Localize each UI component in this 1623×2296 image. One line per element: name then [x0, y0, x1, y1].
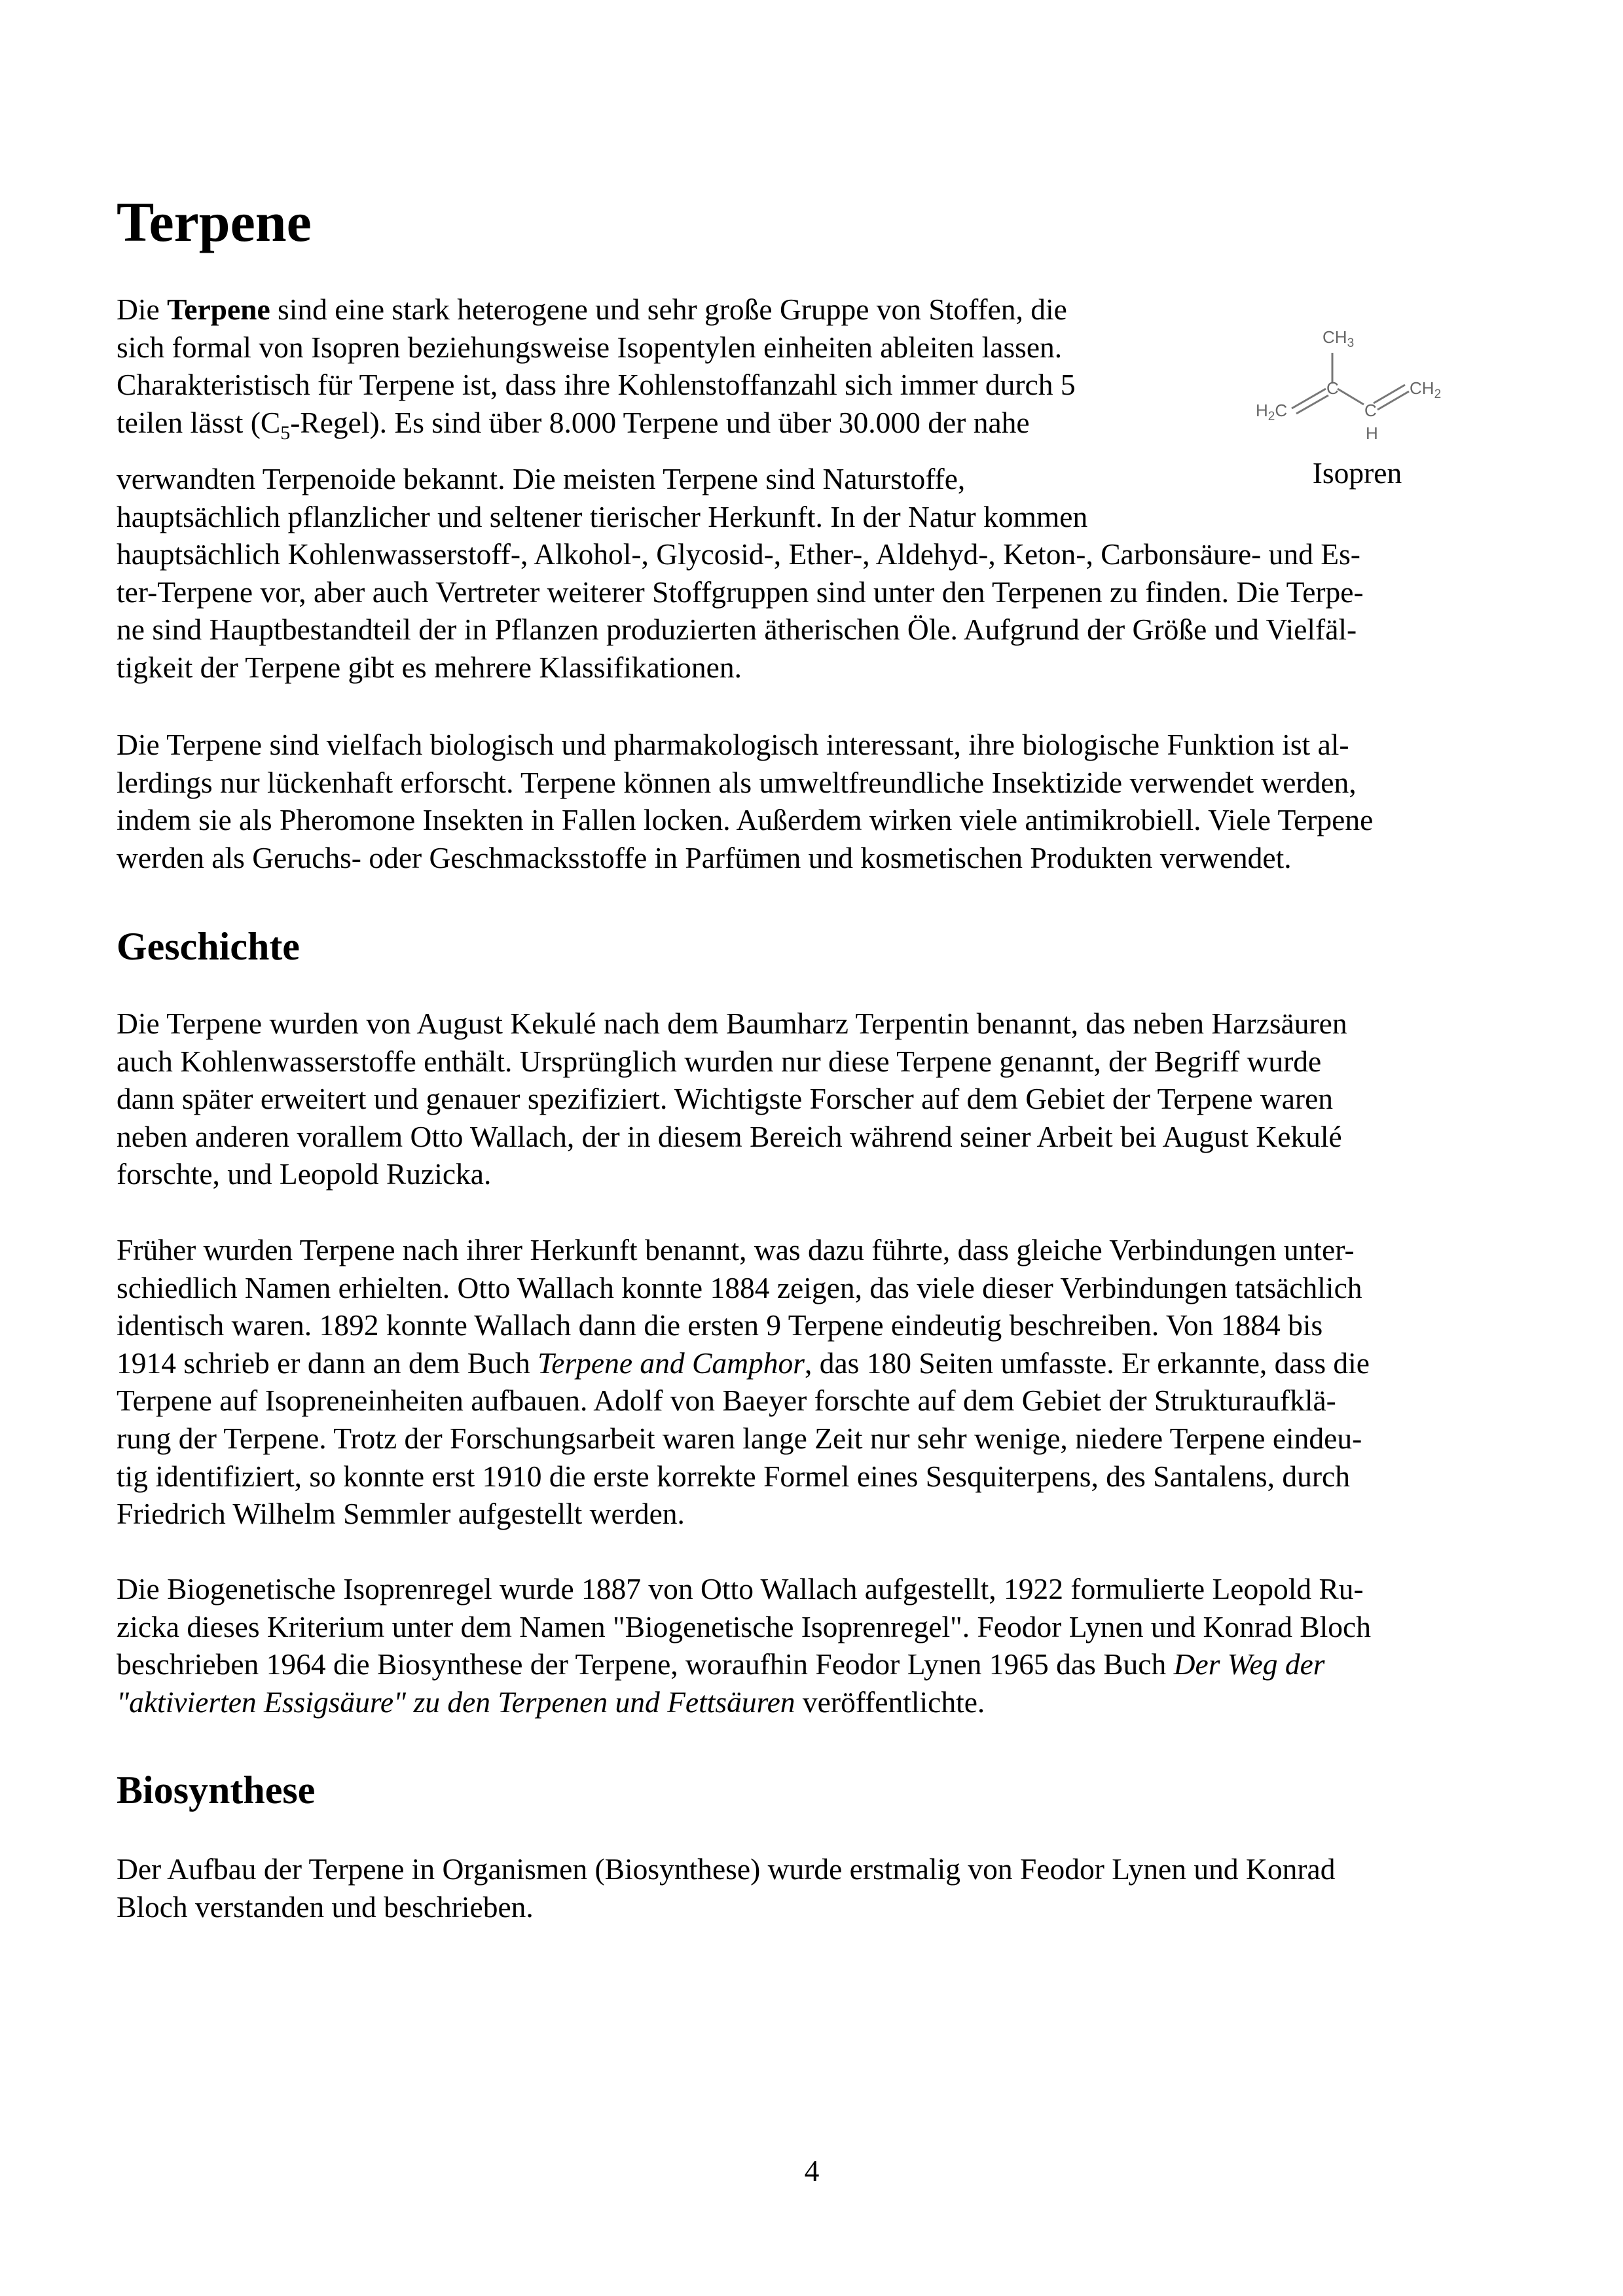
book-title-lynen: Der Weg der [1173, 1647, 1325, 1681]
text-line: Terpene auf Isopreneinheiten aufbauen. Adolf von Baeyer forschte auf dem Gebiet der Strukturaufklä- [117, 1384, 1336, 1418]
text-line: dann später erweitert und genauer spezifiziert. Wichtigste Forscher auf dem Gebiet der Terpene waren [117, 1082, 1334, 1116]
text-line: tig identifiziert, so konnte erst 1910 die erste korrekte Formel eines Sesquiterpens, des Santalens, durch [117, 1459, 1350, 1493]
intro-line-8: ter-Terpene vor, aber auch Vertreter weiterer Stoffgruppen sind unter den Terpenen zu finden. Die Terpe- [117, 575, 1364, 609]
text-line: forschte, und Leopold Ruzicka. [117, 1157, 492, 1191]
svg-text:C: C [1326, 378, 1339, 398]
text-line: schiedlich Namen erhielten. Otto Wallach konnte 1884 zeigen, das viele dieser Verbindungen tatsächlich [117, 1270, 1362, 1304]
svg-text:H: H [1366, 423, 1378, 443]
geschichte-paragraph-3 [117, 1570, 1371, 1721]
intro-line-7: hauptsächlich Kohlenwasserstoff-, Alkohol-, Glycosid-, Ether-, Aldehyd-, Keton-, Carbonsäure- und Es- [117, 537, 1360, 571]
svg-text:H2C: $H_2C$ [1256, 401, 1288, 423]
text-line: Die Terpene wurden von August Kekulé nach dem Baumharz Terpentin benannt, das neben Harzsäuren [117, 1007, 1347, 1040]
intro-line-2: sich formal von Isopren beziehungsweise Isopentylen einheiten ableiten lassen. [117, 330, 1063, 364]
intro-line-6: hauptsächlich pflanzlicher und seltener tierischer Herkunft. In der Natur kommen [117, 499, 1088, 533]
intro-line-1: Die Terpene sind eine stark heterogene und sehr große Gruppe von Stoffen, die [117, 293, 1067, 326]
intro-line-4: teilen lässt $(C_5-Regel)$. Es sind über 8.000 Terpene und über 30.000 der nahe [117, 405, 1030, 444]
intro-paragraph-top [117, 291, 1076, 452]
text-line: Der Aufbau der Terpene in Organismen (Biosynthese) wurde erstmalig von Feodor Lynen und Konrad [117, 1852, 1336, 1886]
intro-paragraph-bottom [117, 460, 1364, 687]
intro-line-5: verwandten Terpenoide bekannt. Die meisten Terpene sind Naturstoffe, [117, 462, 966, 495]
text-line: beschrieben 1964 die Biosynthese der Terpene, woraufhin Feodor Lynen 1965 das Buch Der Weg der [117, 1647, 1325, 1681]
text-line: rung der Terpene. Trotz der Forschungsarbeit waren lange Zeit nur sehr wenige, niedere Terpene eindeu- [117, 1421, 1362, 1455]
svg-text:CH3: $CH_3$ [1322, 327, 1355, 350]
section-heading-geschichte: Geschichte [117, 925, 300, 968]
svg-text:C: C [1364, 401, 1377, 420]
text-line: "aktivierten Essigsäure" zu den Terpenen und Fettsäuren veröffentlichte. [117, 1685, 985, 1719]
figure-caption: Isopren [1312, 456, 1402, 490]
text-line: auch Kohlenwasserstoffe enthält. Ursprünglich wurden nur diese Terpene genannt, der Begriff wurde [117, 1044, 1322, 1078]
paragraph-biology [117, 726, 1373, 876]
text-line: Die Terpene sind vielfach biologisch und pharmakologisch interessant, ihre biologische Funktion ist al- [117, 728, 1349, 761]
page-number: 4 [804, 2154, 820, 2187]
section-heading-biosynthese: Biosynthese [117, 1768, 316, 1812]
intro-line-3: Charakteristisch für Terpene ist, dass ihre Kohlenstoffanzahl sich immer durch 5 [117, 368, 1076, 402]
biosynthese-paragraph-1 [117, 1850, 1335, 1926]
text-line: Bloch verstanden und beschrieben. [117, 1890, 534, 1924]
geschichte-paragraph-1 [117, 1005, 1347, 1193]
text-line: lerdings nur lückenhaft erforscht. Terpene können als umweltfreundliche Insektizide verwendet werden, [117, 765, 1357, 799]
intro-line-10: tigkeit der Terpene gibt es mehrere Klassifikationen. [117, 650, 742, 684]
text-line: neben anderen vorallem Otto Wallach, der in diesem Bereich während seiner Arbeit bei August Kekulé [117, 1119, 1342, 1153]
intro-line-9: ne sind Hauptbestandteil der in Pflanzen produzierten ätherischen Öle. Aufgrund der Größe und Vielfäl- [117, 613, 1357, 647]
text-line: indem sie als Pheromone Insekten in Fallen locken. Außerdem wirken viele antimikrobiell. Viele Terpene [117, 803, 1374, 837]
text-line: Früher wurden Terpene nach ihrer Herkunft benannt, was dazu führte, dass gleiche Verbindungen unter- [117, 1233, 1355, 1266]
book-title-terpene-camphor: Terpene and Camphor [538, 1346, 805, 1380]
isoprene-figure [1243, 305, 1472, 514]
text-line: Die Biogenetische Isoprenregel wurde 1887 von Otto Wallach aufgestellt, 1922 formulierte Leopold Ru- [117, 1572, 1364, 1605]
svg-text:CH2: $CH_2$ [1410, 378, 1442, 401]
page-title: Terpene [117, 190, 312, 253]
text-line: werden als Geruchs- oder Geschmacksstoffe in Parfümen und kosmetischen Produkten verwendet. [117, 840, 1292, 874]
isoprene-structure-icon [1243, 305, 1472, 449]
book-title-lynen-cont: "aktivierten Essigsäure" zu den Terpenen und Fettsäuren [117, 1685, 795, 1719]
text-line: 1914 schrieb er dann an dem Buch Terpene and Camphor, das 180 Seiten umfasste. Er erkannte, dass die [117, 1346, 1370, 1380]
text-line: zicka dieses Kriterium unter dem Namen "Biogenetische Isoprenregel". Feodor Lynen und Konrad Bloch [117, 1609, 1371, 1643]
geschichte-paragraph-2 [117, 1231, 1370, 1533]
text-line: Friedrich Wilhelm Semmler aufgestellt werden. [117, 1497, 685, 1531]
text-line: identisch waren. 1892 konnte Wallach dann die ersten 9 Terpene eindeutig beschreiben. Von 1884 bis [117, 1308, 1323, 1342]
